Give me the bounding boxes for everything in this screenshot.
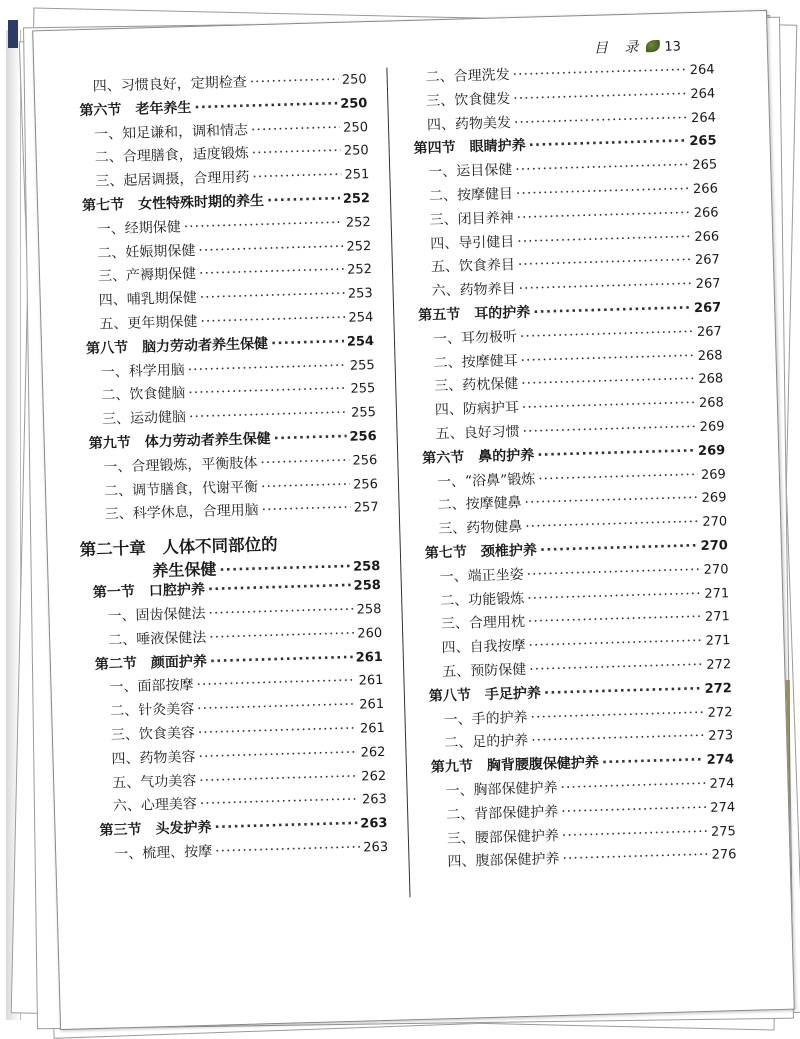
page-number: 268 bbox=[698, 371, 724, 388]
entry-title: 五、气功美容 bbox=[112, 772, 197, 792]
leader-dots bbox=[215, 840, 361, 860]
section-title: 第八节 脑力劳动者养生保健 bbox=[85, 335, 269, 357]
entry-title: 一、面部按摩 bbox=[109, 677, 194, 696]
leader-dots bbox=[261, 500, 351, 518]
leader-dots bbox=[517, 229, 692, 250]
entry-title: 六、药物养目 bbox=[431, 281, 516, 300]
leader-dots bbox=[520, 324, 695, 345]
page-number: 266 bbox=[692, 181, 719, 198]
leader-dots bbox=[251, 119, 341, 137]
leader-dots bbox=[512, 62, 687, 83]
leader-dots bbox=[518, 276, 693, 297]
leader-dots bbox=[528, 609, 703, 630]
entry-title: 四、腹部保健护养 bbox=[447, 851, 560, 871]
entry-title: 二、唾液保健法 bbox=[108, 629, 207, 649]
leader-dots bbox=[210, 649, 353, 669]
entry-title: 四、药物美容 bbox=[111, 748, 196, 768]
leader-dots bbox=[522, 419, 697, 440]
leader-dots bbox=[516, 181, 691, 202]
entry-title: 三、腰部保健护养 bbox=[446, 827, 560, 847]
entry-title: 二、按摩健鼻 bbox=[437, 495, 522, 514]
entry-title: 三、饮食健发 bbox=[426, 90, 511, 110]
leader-dots bbox=[529, 657, 704, 678]
section-title: 第七节 女性特殊时期的养生 bbox=[81, 193, 265, 215]
leader-dots bbox=[560, 776, 707, 796]
leader-dots bbox=[273, 429, 346, 447]
entry-title: 五、更年期保健 bbox=[99, 313, 198, 333]
leader-dots bbox=[196, 673, 356, 693]
page-number: 268 bbox=[698, 395, 725, 412]
leader-dots bbox=[521, 371, 696, 392]
page-number: 272 bbox=[706, 657, 732, 673]
entry-title: 三、药物健鼻 bbox=[438, 519, 523, 538]
page-number: 253 bbox=[347, 286, 373, 302]
leader-dots bbox=[533, 300, 691, 320]
entry-title: 二、足的护养 bbox=[444, 733, 529, 752]
leader-dots bbox=[199, 262, 345, 282]
leader-dots bbox=[518, 252, 693, 273]
section-title: 第八节 手足护养 bbox=[428, 685, 542, 705]
page-number: 254 bbox=[348, 310, 374, 326]
entry-title: 二、功能锻炼 bbox=[440, 590, 525, 609]
leader-dots bbox=[528, 134, 686, 154]
entry-title: 一、知足谦和，调和情志 bbox=[93, 122, 249, 143]
section-title: 第二节 颜面护养 bbox=[94, 653, 208, 673]
section-title: 第九节 胸背腰腹保健护养 bbox=[430, 755, 600, 776]
page-number: 258 bbox=[353, 578, 382, 594]
leader-dots bbox=[261, 476, 351, 494]
page-number: 252 bbox=[346, 262, 373, 279]
cover-edge bbox=[8, 20, 18, 48]
page-number: 252 bbox=[346, 238, 372, 255]
page-number: 255 bbox=[349, 357, 375, 374]
leader-dots bbox=[208, 578, 351, 598]
entry-title: 一、耳勿极听 bbox=[432, 328, 518, 348]
leader-dots bbox=[251, 143, 341, 161]
entry-title: 二、背部保健护养 bbox=[446, 803, 559, 823]
chapter-title-line1: 第二十章 人体不同部位的 bbox=[79, 534, 278, 560]
chapter-page-number: 258 bbox=[352, 559, 381, 575]
leader-dots bbox=[522, 395, 697, 416]
leader-dots bbox=[520, 348, 695, 369]
leader-dots bbox=[537, 443, 695, 463]
toc-left-column bbox=[66, 68, 388, 868]
leader-dots bbox=[544, 681, 702, 701]
page-number: 269 bbox=[701, 490, 727, 507]
page-number: 252 bbox=[345, 214, 371, 231]
page-number: 271 bbox=[705, 633, 731, 650]
leader-dots bbox=[198, 744, 358, 764]
leader-dots bbox=[189, 405, 349, 425]
leader-dots bbox=[528, 633, 703, 654]
page-number: 261 bbox=[359, 697, 385, 713]
page-number: 267 bbox=[693, 300, 722, 317]
leader-dots bbox=[515, 157, 690, 178]
page-number: 272 bbox=[704, 680, 733, 697]
entry-title: 三、科学休息，合理用脑 bbox=[104, 502, 259, 523]
leader-dots bbox=[527, 586, 702, 607]
page-number: 250 bbox=[340, 95, 368, 112]
entry-title: 二、妊娠期保健 bbox=[97, 242, 196, 262]
page-number: 273 bbox=[708, 728, 734, 745]
page-number: 268 bbox=[697, 347, 723, 364]
entry-title: 二、合理膳食，适度锻炼 bbox=[94, 145, 249, 167]
page-number: 264 bbox=[690, 86, 716, 102]
page-number: 262 bbox=[361, 768, 387, 785]
entry-title: 三、闭目养神 bbox=[429, 209, 514, 229]
leader-dots bbox=[198, 238, 344, 258]
entry-title: 三、饮食美容 bbox=[110, 725, 196, 744]
toc-page bbox=[32, 10, 795, 1030]
leader-dots bbox=[530, 704, 705, 725]
page-number: 275 bbox=[710, 823, 737, 840]
leader-dots bbox=[525, 514, 700, 535]
leader-dots bbox=[267, 191, 340, 209]
page-number: 250 bbox=[341, 72, 367, 88]
toc-left-list-after bbox=[81, 574, 389, 868]
leader-dots bbox=[184, 215, 344, 235]
page-number: 266 bbox=[694, 228, 720, 245]
page-number: 250 bbox=[343, 143, 369, 160]
page-number: 274 bbox=[709, 776, 735, 792]
entry-title: 四、药物美发 bbox=[426, 114, 512, 134]
header-title: 目 录 bbox=[593, 39, 645, 57]
leader-dots bbox=[199, 286, 345, 306]
page-number: 270 bbox=[703, 561, 729, 578]
entry-title: 二、调节膳食，代谢平衡 bbox=[103, 478, 259, 500]
page-number: 270 bbox=[702, 514, 728, 531]
page-number: 264 bbox=[690, 109, 717, 126]
leader-dots bbox=[200, 310, 346, 330]
page-number: 263 bbox=[363, 839, 389, 856]
entry-title: 五、良好习惯 bbox=[435, 423, 520, 443]
toc-right-column bbox=[399, 58, 736, 876]
entry-title: 四、自我按摩 bbox=[441, 638, 526, 657]
entry-title: 二、按摩健目 bbox=[428, 186, 514, 205]
page-number: 255 bbox=[350, 381, 376, 398]
page-number: 256 bbox=[349, 428, 377, 445]
page-number: 255 bbox=[350, 405, 377, 421]
page-number: 274 bbox=[706, 752, 735, 769]
page-number: 267 bbox=[694, 252, 721, 269]
leader-dots bbox=[200, 792, 360, 812]
page-number: 256 bbox=[352, 452, 378, 469]
entry-title: 三、合理用枕 bbox=[440, 614, 526, 633]
leader-dots bbox=[194, 96, 337, 116]
leader-dots bbox=[188, 381, 348, 401]
page-number: 265 bbox=[692, 157, 718, 174]
entry-title: 六、心理美容 bbox=[112, 796, 198, 815]
page-number: 276 bbox=[711, 847, 737, 864]
leader-dots bbox=[562, 847, 709, 867]
section-title: 第一节 口腔护养 bbox=[92, 581, 206, 602]
entry-title: 五、预防保健 bbox=[442, 661, 527, 681]
leader-dots bbox=[602, 752, 704, 771]
entry-title: 三、起居调摄，合理用药 bbox=[95, 169, 250, 190]
entry-title: 一、合理锻炼，平衡肢体 bbox=[103, 455, 258, 476]
page-number: 252 bbox=[342, 191, 371, 207]
entry-title: 一、经期保健 bbox=[96, 219, 181, 238]
running-header bbox=[594, 35, 682, 57]
page-number: 267 bbox=[696, 324, 723, 340]
entry-title: 四、习惯良好，定期检查 bbox=[92, 74, 247, 95]
leader-dots bbox=[197, 697, 357, 717]
page-number: 257 bbox=[353, 500, 379, 517]
entry-title: 五、饮食养目 bbox=[430, 257, 516, 276]
page-number: 251 bbox=[344, 167, 370, 183]
header-page-number: 13 bbox=[664, 39, 682, 55]
entry-title: 四、哺乳期保健 bbox=[98, 290, 197, 309]
entry-title: 二、按摩健耳 bbox=[433, 352, 518, 371]
entry-title: 一、运目保健 bbox=[428, 162, 513, 181]
leader-dots bbox=[252, 167, 342, 185]
page-number: 271 bbox=[704, 609, 731, 626]
leader-dots bbox=[561, 800, 708, 820]
leader-dots bbox=[524, 490, 699, 511]
leader-dots bbox=[260, 453, 350, 471]
entry-title: 一、手的护养 bbox=[443, 709, 528, 728]
leader-dots bbox=[214, 816, 357, 836]
leader-dots bbox=[540, 538, 698, 558]
leader-dots bbox=[271, 334, 344, 352]
leader-dots bbox=[513, 86, 688, 107]
page-number: 265 bbox=[689, 133, 717, 150]
entry-title: 一、科学用脑 bbox=[100, 361, 185, 381]
leader-dots bbox=[562, 823, 709, 843]
entry-title: 四、防病护耳 bbox=[434, 400, 520, 419]
page-number: 260 bbox=[357, 625, 383, 642]
chapter-heading bbox=[79, 528, 380, 582]
leader-dots bbox=[198, 721, 358, 741]
page-number: 262 bbox=[360, 744, 386, 761]
entry-title: 二、合理洗发 bbox=[425, 67, 510, 86]
leader-dots bbox=[526, 562, 701, 583]
leader-dots bbox=[538, 467, 698, 487]
entry-title: 一、端正坐姿 bbox=[439, 566, 524, 586]
section-title: 第五节 耳的护养 bbox=[418, 304, 531, 324]
page-number: 261 bbox=[358, 673, 384, 689]
page-number: 266 bbox=[693, 205, 719, 221]
entry-title: 一、固齿保健法 bbox=[107, 605, 206, 625]
entry-title: 一、“浴鼻”锻炼 bbox=[436, 471, 536, 490]
entry-title: 二、饮食健脑 bbox=[101, 385, 186, 405]
page-number: 270 bbox=[700, 538, 729, 554]
leader-dots bbox=[531, 728, 706, 749]
page-number: 271 bbox=[704, 585, 730, 602]
page-number: 274 bbox=[710, 799, 736, 816]
leader-dots bbox=[249, 72, 339, 90]
section-title: 第六节 老年养生 bbox=[79, 99, 192, 119]
leader-dots bbox=[514, 110, 689, 131]
page-number: 254 bbox=[346, 333, 375, 350]
leader-dots bbox=[199, 768, 359, 788]
page-number: 258 bbox=[356, 601, 382, 618]
page-number: 269 bbox=[699, 419, 725, 435]
entry-title: 三、运动健脑 bbox=[101, 409, 187, 428]
page-number: 269 bbox=[697, 443, 726, 459]
leader-dots bbox=[187, 357, 347, 377]
toc-right-list bbox=[399, 58, 736, 876]
entry-title: 三、产褥期保健 bbox=[97, 266, 197, 286]
section-title: 第三节 头发护养 bbox=[99, 819, 212, 839]
page-number: 263 bbox=[361, 792, 388, 808]
entry-title: 一、梳理、按摩 bbox=[113, 843, 213, 863]
page-number: 264 bbox=[689, 62, 715, 79]
page-number: 261 bbox=[355, 649, 384, 666]
entry-title: 四、导引健目 bbox=[430, 233, 515, 252]
leader-dots bbox=[516, 205, 691, 226]
page-number: 272 bbox=[707, 704, 733, 721]
section-title: 第七节 颈椎护养 bbox=[424, 542, 538, 562]
chapter-title-line2: 养生保健 bbox=[152, 559, 217, 581]
page-number: 250 bbox=[342, 119, 369, 136]
entry-title: 三、药枕保健 bbox=[434, 376, 519, 395]
leaf-icon bbox=[646, 40, 660, 52]
page-number: 256 bbox=[352, 476, 379, 493]
page-number: 269 bbox=[700, 466, 727, 483]
toc-left-list bbox=[66, 68, 379, 528]
page-number: 267 bbox=[695, 276, 721, 293]
entry-title: 二、针灸美容 bbox=[110, 701, 195, 720]
section-title: 第四节 眼睛护养 bbox=[413, 138, 526, 158]
leader-dots bbox=[208, 602, 354, 622]
entry-title: 一、胸部保健护养 bbox=[445, 779, 558, 800]
page-number: 261 bbox=[359, 720, 386, 737]
leader-dots bbox=[209, 625, 355, 645]
section-title: 第九节 体力劳动者养生保健 bbox=[88, 430, 271, 452]
section-title: 第六节 鼻的护养 bbox=[422, 447, 535, 467]
page-number: 263 bbox=[360, 815, 388, 832]
